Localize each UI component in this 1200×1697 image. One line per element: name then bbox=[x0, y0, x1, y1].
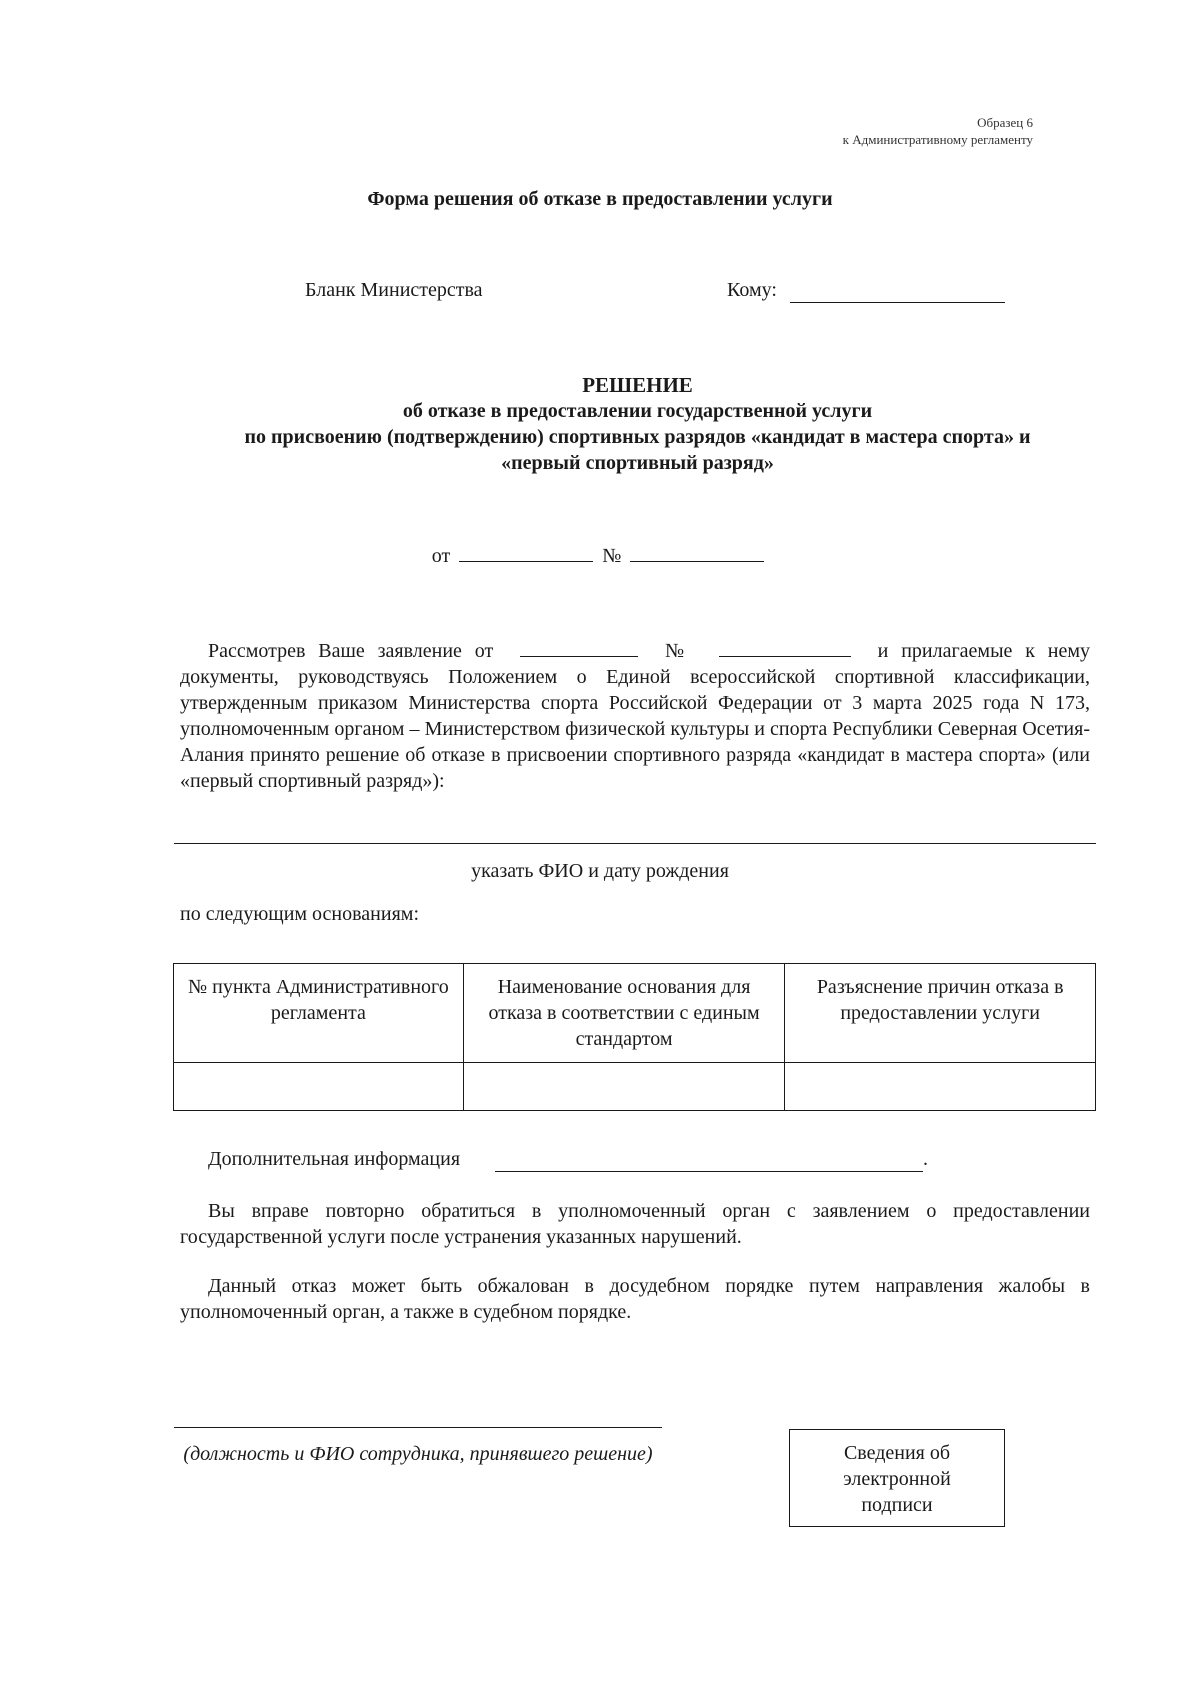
table-cell[interactable] bbox=[785, 1063, 1096, 1111]
main-text-part1: Рассмотрев Ваше заявление от bbox=[208, 640, 494, 662]
table-cell[interactable] bbox=[463, 1063, 785, 1111]
reapply-paragraph: Вы вправе повторно обратиться в уполномоченный орган с заявлением о предоставлении государственной услуги после устранения указанных нарушений. bbox=[180, 1200, 1090, 1248]
main-paragraph bbox=[180, 638, 1090, 794]
esig-line1: Сведения об bbox=[843, 1442, 951, 1464]
date-from-label: от bbox=[431, 545, 451, 567]
table-cell[interactable] bbox=[174, 1063, 464, 1111]
main-text-part2: № bbox=[664, 640, 692, 662]
decision-date-field[interactable] bbox=[459, 560, 593, 562]
reasons-table bbox=[173, 963, 1096, 1111]
header-clause-number: № пункта Административного регламента bbox=[174, 964, 464, 1063]
header-refusal-ground: Наименование основания для отказа в соответствии с единым стандартом bbox=[463, 964, 785, 1063]
signature-line[interactable] bbox=[174, 1427, 662, 1428]
application-number-field[interactable] bbox=[719, 655, 851, 657]
esig-line2: электронной bbox=[843, 1468, 951, 1490]
recipient-label: Кому: bbox=[727, 279, 777, 301]
extra-info-period: . bbox=[923, 1148, 928, 1170]
form-title: Форма решения об отказе в предоставлении услуги bbox=[367, 188, 833, 210]
table-header-row bbox=[174, 964, 1096, 1063]
sample-note bbox=[843, 114, 1033, 148]
main-text-part3: и прилагаемые к нему документы, руководствуясь Положением о Единой всероссийской спортивной классификации, утвержденным приказом Министерства спорта Российской Федерации от 3 марта 2025 года N 173, уполномоченным органом – Министерством физической культуры и спорта Республики Северная Осетия-Алания принято решение об отказе в присвоении спортивного разряда «кандидат в мастера спорта» (или «первый спортивный разряд»): bbox=[180, 640, 1091, 792]
sample-reference: к Административному регламенту bbox=[842, 132, 1033, 147]
signature-caption: (должность и ФИО сотрудника, принявшего решение) bbox=[183, 1443, 653, 1465]
fio-caption: указать ФИО и дату рождения bbox=[471, 860, 729, 882]
application-date-field[interactable] bbox=[520, 655, 638, 657]
ministry-blank-label: Бланк Министерства bbox=[305, 279, 483, 301]
decision-subtitle-line2: по присвоению (подтверждению) спортивных разрядов «кандидат в мастера спорта» и bbox=[244, 426, 1031, 448]
number-label: № bbox=[602, 545, 622, 567]
decision-subtitle-line1: об отказе в предоставлении государственной услуги bbox=[402, 400, 873, 422]
table-row bbox=[174, 1063, 1096, 1111]
extra-info-field[interactable] bbox=[495, 1171, 923, 1172]
decision-subtitle-line3: «первый спортивный разряд» bbox=[501, 452, 774, 474]
appeal-paragraph: Данный отказ может быть обжалован в досудебном порядке путем направления жалобы в уполномоченный орган, а также в судебном порядке. bbox=[180, 1275, 1090, 1323]
sample-number: Образец 6 bbox=[977, 115, 1033, 130]
electronic-signature-box bbox=[789, 1429, 1005, 1527]
fio-field[interactable] bbox=[174, 843, 1096, 844]
recipient-field[interactable] bbox=[790, 302, 1005, 303]
header-refusal-explanation: Разъяснение причин отказа в предоставлении услуги bbox=[785, 964, 1096, 1063]
extra-info-label: Дополнительная информация bbox=[208, 1148, 461, 1170]
decision-date-row bbox=[0, 545, 1200, 568]
decision-heading: РЕШЕНИЕ bbox=[582, 373, 693, 397]
grounds-label: по следующим основаниям: bbox=[180, 903, 420, 925]
esig-line3: подписи bbox=[861, 1494, 933, 1516]
decision-number-field[interactable] bbox=[630, 560, 764, 562]
decision-title-block bbox=[160, 372, 1115, 476]
